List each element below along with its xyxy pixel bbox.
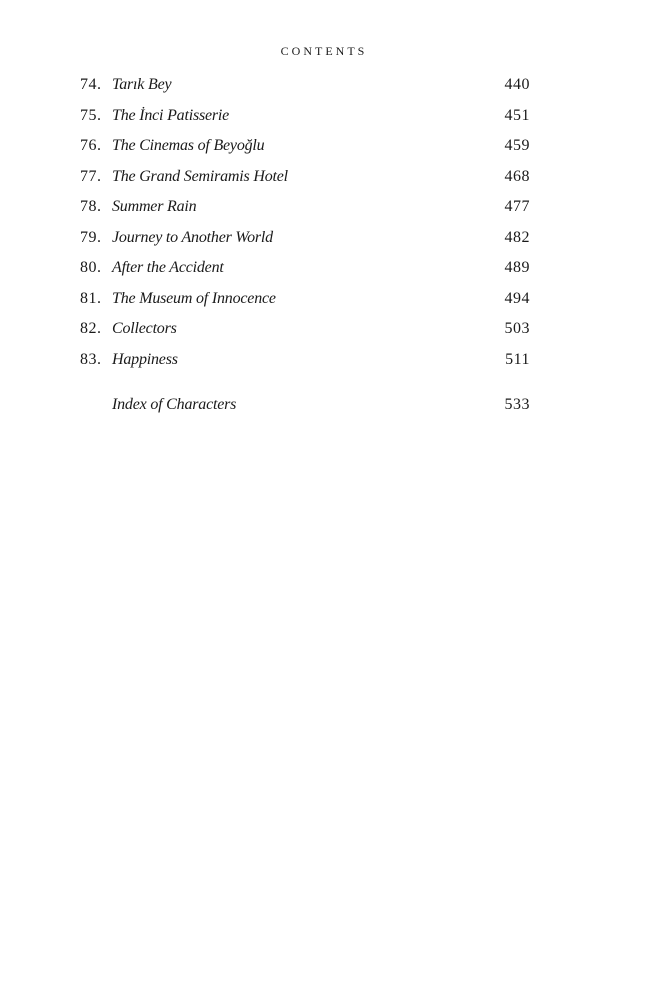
chapter-number: 76.: [80, 137, 102, 154]
chapter-title: The Grand Semiramis Hotel: [112, 167, 288, 185]
chapter-title: After the Accident: [112, 259, 224, 276]
toc-entry-75: [80, 107, 530, 138]
chapter-page: 503: [504, 320, 530, 337]
chapter-number: 81.: [80, 289, 102, 307]
toc-entry-80: [80, 259, 530, 290]
chapter-title: The İnci Patisserie: [112, 106, 230, 124]
toc-entry-index: [80, 396, 530, 427]
toc-entry-74: [80, 76, 530, 107]
toc-entry-82: [80, 320, 530, 351]
table-of-contents: [80, 76, 530, 427]
chapter-number: 77.: [80, 167, 102, 185]
toc-entry-78: [80, 198, 530, 229]
chapter-page: 440: [504, 76, 530, 93]
chapter-number: 82.: [80, 320, 102, 337]
index-title: Index of Characters: [112, 396, 237, 413]
chapter-page: 511: [505, 350, 530, 368]
chapter-title: The Museum of Innocence: [112, 289, 276, 307]
chapter-number: 74.: [80, 76, 102, 93]
index-page: 533: [504, 396, 530, 413]
chapter-page: 482: [504, 228, 530, 246]
chapter-title: The Cinemas of Beyoğlu: [112, 137, 265, 154]
chapter-number: 80.: [80, 259, 102, 276]
toc-entry-77: [80, 168, 530, 199]
toc-entry-79: [80, 229, 530, 260]
page-heading: CONTENTS: [280, 44, 368, 58]
chapter-number: 75.: [80, 106, 102, 124]
chapter-page: 459: [504, 137, 530, 154]
chapter-number: 83.: [80, 350, 102, 368]
toc-entry-76: [80, 137, 530, 168]
chapter-title: Summer Rain: [112, 198, 197, 215]
chapter-page: 494: [504, 289, 530, 307]
chapter-page: 451: [504, 106, 530, 124]
toc-entry-83: [80, 351, 530, 382]
chapter-page: 468: [504, 167, 530, 185]
chapter-title: Happiness: [112, 350, 178, 368]
chapter-number: 79.: [80, 228, 102, 246]
chapter-title: Tarık Bey: [112, 76, 172, 93]
chapter-page: 477: [504, 198, 530, 215]
chapter-title: Journey to Another World: [112, 228, 273, 246]
chapter-number: 78.: [80, 198, 102, 215]
chapter-title: Collectors: [112, 320, 177, 337]
chapter-page: 489: [504, 259, 530, 276]
toc-entry-81: [80, 290, 530, 321]
